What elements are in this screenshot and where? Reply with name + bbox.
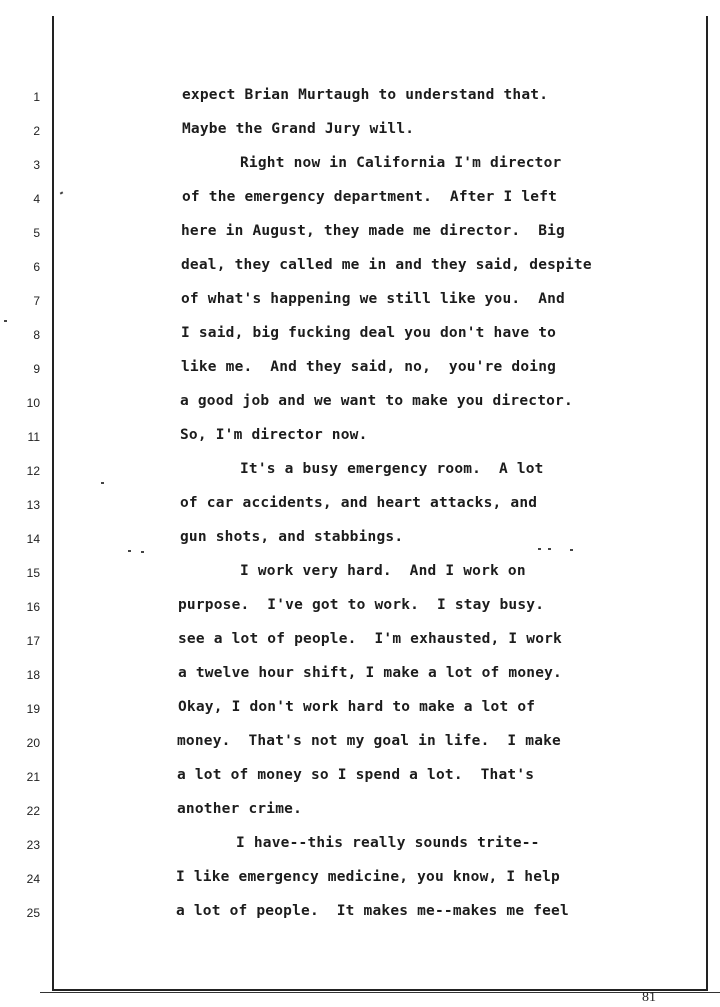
line-number: 2	[33, 124, 40, 138]
scan-speck	[4, 320, 7, 322]
line-number: 1	[33, 90, 40, 104]
transcript-line: expect Brian Murtaugh to understand that.	[182, 87, 549, 103]
scan-speck	[548, 548, 551, 550]
transcript-line: Right now in California I'm director	[240, 155, 562, 171]
transcript-line: money. That's not my goal in life. I make	[177, 733, 561, 749]
transcript-line: a twelve hour shift, I make a lot of money.	[178, 665, 562, 681]
transcript-line: of car accidents, and heart attacks, and	[180, 495, 538, 511]
line-number: 21	[26, 770, 40, 784]
transcript-line: deal, they called me in and they said, despite	[181, 257, 592, 273]
line-number: 22	[26, 804, 40, 818]
transcript-line: a good job and we want to make you director.	[180, 393, 573, 409]
scan-speck	[101, 482, 104, 484]
line-number: 20	[26, 736, 40, 750]
line-number: 8	[33, 328, 40, 342]
line-number: 24	[26, 872, 40, 886]
transcript-line: here in August, they made me director. Big	[181, 223, 565, 239]
line-number: 18	[26, 668, 40, 682]
transcript-line: So, I'm director now.	[180, 427, 368, 443]
line-number: 12	[26, 464, 40, 478]
scan-speck	[128, 550, 131, 552]
transcript-line: see a lot of people. I'm exhausted, I work	[178, 631, 562, 647]
line-number: 5	[33, 226, 40, 240]
transcript-line: of the emergency department. After I left	[182, 189, 558, 205]
transcript-line: It's a busy emergency room. A lot	[240, 461, 544, 477]
scan-speck	[141, 551, 144, 553]
line-number: 25	[26, 906, 40, 920]
line-number: 16	[26, 600, 40, 614]
line-number: 4	[33, 192, 40, 206]
transcript-line: a lot of people. It makes me--makes me feel	[176, 903, 569, 919]
transcript-line: I like emergency medicine, you know, I help	[176, 869, 560, 885]
scan-speck	[538, 548, 541, 550]
line-number: 15	[26, 566, 40, 580]
transcript-line: I have--this really sounds trite--	[236, 835, 540, 851]
transcript-line: Maybe the Grand Jury will.	[182, 121, 415, 137]
transcript-line: I said, big fucking deal you don't have to	[181, 325, 557, 341]
scan-speck	[570, 549, 573, 551]
line-number: 6	[33, 260, 40, 274]
transcript-line: Okay, I don't work hard to make a lot of	[178, 699, 536, 715]
transcript-line: like me. And they said, no, you're doing	[181, 359, 557, 375]
line-number: 7	[33, 294, 40, 308]
line-number: 11	[27, 430, 40, 444]
transcript-line: gun shots, and stabbings.	[180, 529, 404, 545]
transcript-line: another crime.	[177, 801, 303, 817]
transcript-line: of what's happening we still like you. And	[181, 291, 565, 307]
line-number: 14	[26, 532, 40, 546]
line-number: 13	[26, 498, 40, 512]
line-number: 9	[33, 362, 40, 376]
page-number: 81	[642, 990, 656, 1005]
line-number: 23	[26, 838, 40, 852]
line-number: 10	[26, 396, 40, 410]
bottom-rule	[40, 992, 720, 993]
transcript-line: purpose. I've got to work. I stay busy.	[178, 597, 545, 613]
line-number: 17	[26, 634, 40, 648]
line-number: 19	[26, 702, 40, 716]
line-number: 3	[33, 158, 40, 172]
transcript-line: a lot of money so I spend a lot. That's	[177, 767, 535, 783]
transcript-line: I work very hard. And I work on	[240, 563, 526, 579]
